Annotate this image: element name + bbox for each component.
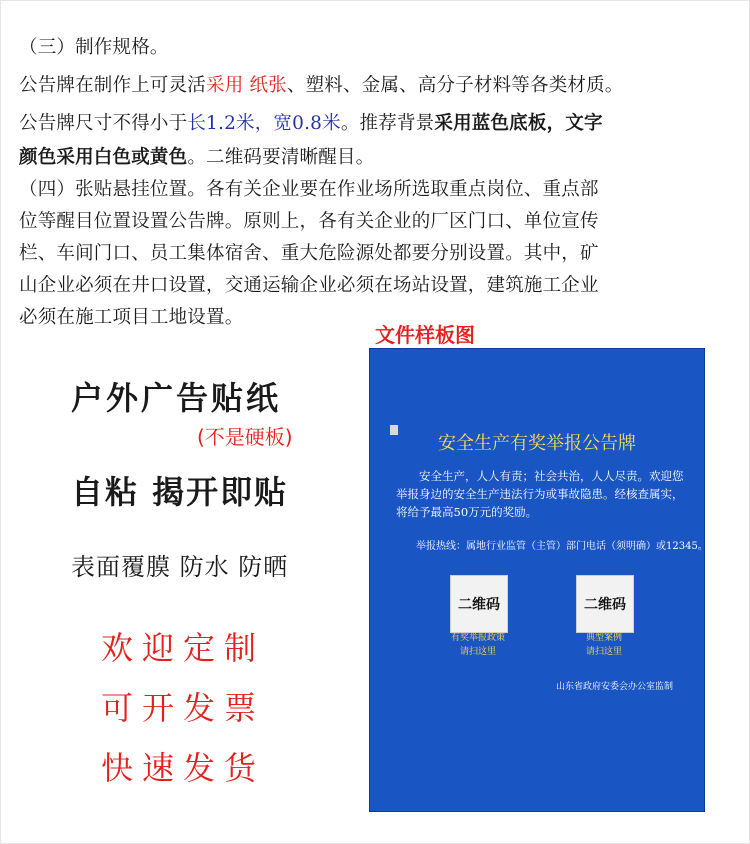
ad-promo-invoice: 可开发票 — [101, 689, 266, 727]
qr-caption-policy — [433, 631, 523, 659]
color-line — [19, 145, 374, 171]
section-four-line-5: 必须在施工项目工地设置。 — [19, 307, 244, 328]
material-line-start: 公告牌在制作上可灵活 — [19, 75, 207, 96]
section-four-line-1: （四）张贴悬挂位置。各有关企业要在作业场所选取重点岗位、重点部 — [19, 179, 599, 200]
section-four-line-2: 位等醒目位置设置公告牌。原则上，各有关企业的厂区门口、单位宣传 — [19, 211, 599, 232]
sample-label: 文件样板图 — [375, 323, 475, 347]
qr-code-placeholder-cases: 二维码 — [576, 575, 634, 633]
board-footer-supervisor: 山东省政府安委会办公室监制 — [556, 682, 674, 692]
size-highlight: 长1.2米，宽0.8米 — [187, 113, 341, 134]
size-line — [19, 111, 603, 137]
qr-caption-policy-scan: 请扫这里 — [459, 647, 496, 657]
size-line-start: 公告牌尺寸不得小于 — [19, 113, 188, 134]
ad-promo-fast-shipping: 快速发货 — [101, 749, 266, 787]
qr-caption-cases-title: 典型案例 — [585, 633, 622, 643]
board-title: 安全生产有奖举报公告牌 — [438, 433, 636, 454]
qr-caption-cases-scan: 请扫这里 — [585, 647, 622, 657]
ad-feature-laminated: 表面覆膜 防水 防晒 — [71, 553, 289, 581]
material-line — [19, 73, 624, 99]
section-four-line-4: 山企业必须在井口设置，交通运输企业必须在场站设置，建筑施工企业 — [19, 275, 599, 296]
material-highlight-paper: 采用 纸张 — [206, 75, 287, 96]
ad-promo-custom: 欢迎定制 — [101, 629, 266, 667]
background-recommendation: 采用蓝色底板，文字 — [434, 113, 603, 134]
board-hotline: 举报热线：属地行业监管（主管）部门电话（须明确）或12345。 — [416, 541, 708, 552]
ad-headline: 户外广告贴纸 — [71, 379, 282, 417]
sample-notice-board — [369, 348, 708, 812]
ad-note-not-hardboard: (不是硬板) — [197, 425, 293, 449]
board-body-text: 安全生产，人人有责；社会共治，人人尽责。欢迎您举报身边的安全生产违法行为或事故隐患。经核查属实，将给予最高50万元的奖励。 — [396, 469, 684, 519]
material-line-end: 、塑料、金属、高分子材料等各类材质。 — [286, 75, 624, 96]
size-line-mid: 。推荐背景 — [340, 113, 435, 134]
qr-code-placeholder-policy: 二维码 — [450, 575, 508, 633]
text-color-recommendation: 颜色采用白色或黄色 — [19, 147, 188, 168]
section-three-heading: （三）制作规格。 — [19, 37, 169, 58]
section-four-line-3: 栏、车间门口、员工集体宿舍、重大危险源处都要分别设置。其中，矿 — [19, 243, 599, 264]
qr-caption-cases — [559, 631, 649, 659]
ad-feature-self-adhesive: 自粘 揭开即贴 — [71, 473, 289, 511]
qr-code-note: 。二维码要清晰醒目。 — [187, 147, 375, 168]
qr-caption-policy-title: 有奖举报政策 — [450, 633, 505, 643]
